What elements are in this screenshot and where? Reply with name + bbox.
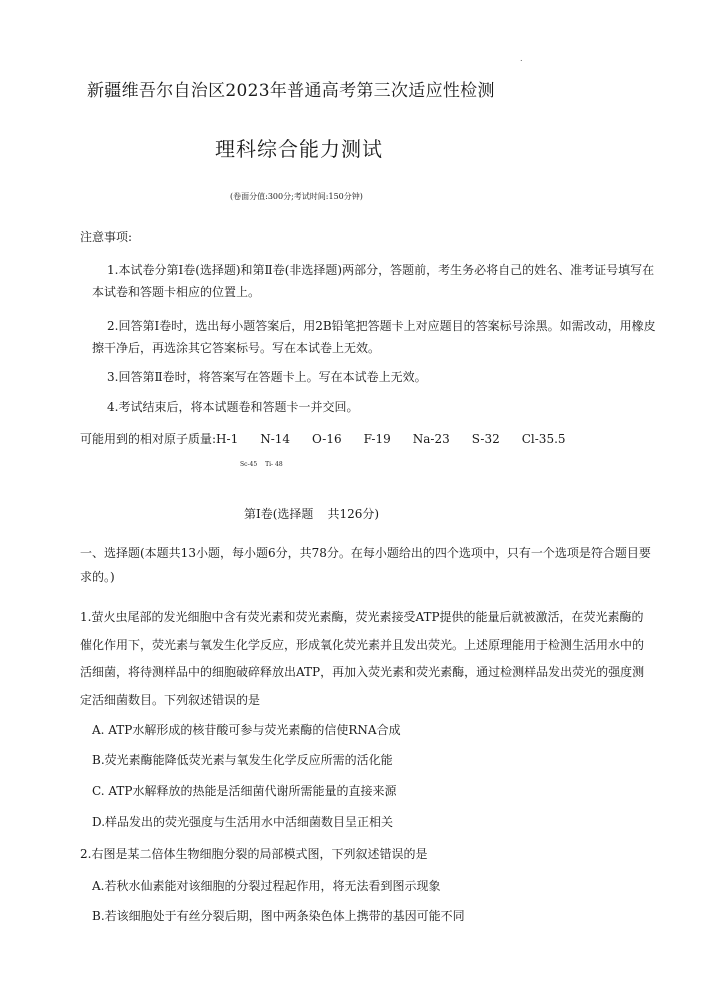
- corner-dot: .: [520, 54, 523, 63]
- notice-item-4: 4.考试结束后，将本试题卷和答题卡一并交回。: [107, 400, 359, 414]
- atomic-masses: [80, 430, 588, 447]
- atomic-mass-item-small: Sc-45: [240, 461, 258, 468]
- notice-item-3: 3.回答第Ⅱ卷时，将答案写在答题卡上。写在本试卷上无效。: [107, 370, 427, 384]
- question-1-option-d: D.样品发出的荧光强度与生活用水中活细菌数目呈正相关: [92, 815, 394, 829]
- question-2-option-a: A.若秋水仙素能对该细胞的分裂过程起作用，将无法看到图示现象: [92, 879, 441, 893]
- notice-item-1: 1.本试卷分第Ⅰ卷(选择题)和第Ⅱ卷(非选择题)两部分，答题前，考生务必将自己的姓名、准考证号填写在本试卷和答题卡相应的位置上。: [92, 263, 655, 299]
- atomic-masses-small: [240, 461, 291, 468]
- notice-heading: 注意事项:: [80, 230, 133, 244]
- question-1-option-a: A. ATP水解形成的核苷酸可参与荧光素酶的信使RNA合成: [92, 723, 401, 737]
- question-2-option-b: B.若该细胞处于有丝分裂后期，图中两条染色体上携带的基因可能不同: [92, 909, 465, 923]
- atomic-mass-item-small: Ti- 48: [265, 461, 283, 468]
- atomic-mass-item: S-32: [471, 432, 500, 446]
- atomic-mass-item: Cl-35.5: [521, 432, 566, 446]
- section-title-a: 第Ⅰ卷(选择题: [244, 507, 314, 521]
- exam-meta: (卷面分值:300分;考试时间:150分钟): [230, 192, 363, 201]
- section-title-b: 共126分): [327, 507, 380, 521]
- atomic-mass-item: N-14: [260, 432, 291, 446]
- atomic-mass-item: H-1: [216, 432, 239, 446]
- atomic-mass-item: F-19: [363, 432, 391, 446]
- notice-item-2: 2.回答第Ⅰ卷时，选出每小题答案后，用2B铅笔把答题卡上对应题目的答案标号涂黑。如需改动，用橡皮擦干净后，再选涂其它答案标号。写在本试卷上无效。: [92, 319, 656, 355]
- atomic-masses-label: 可能用到的相对原子质量:: [80, 432, 217, 446]
- section-title: [244, 505, 379, 522]
- atomic-mass-item: O-16: [312, 432, 342, 446]
- question-1-stem: 1.萤火虫尾部的发光细胞中含有荧光素和荧光素酶，荧光素接受ATP提供的能量后就被激活，在荧光素酶的催化作用下，荧光素与氧发生化学反应，形成氧化荧光素并且发出荧光。上述原理能用于检测生活用水中的活细菌，将待测样品中的细胞破碎释放出ATP，再加入荧光素和荧光素酶，通过检测样品发出荧光的强度测定活细菌数目。下列叙述错误的是: [80, 610, 645, 707]
- question-2-stem: 2.右图是某二倍体生物细胞分裂的局部模式图，下列叙述错误的是: [80, 847, 428, 861]
- question-1-option-b: B.荧光素酶能降低荧光素与氧发生化学反应所需的活化能: [92, 753, 393, 767]
- part1-intro: 一、选择题(本题共13小题，每小题6分，共78分。在每小题给出的四个选项中，只有一个选项是符合题目要求的。): [80, 546, 651, 584]
- exam-title: 新疆维吾尔自治区2023年普通高考第三次适应性检测: [87, 81, 495, 101]
- question-1-option-c: C. ATP水解释放的热能是活细菌代谢所需能量的直接来源: [92, 784, 397, 798]
- atomic-mass-item: Na-23: [412, 432, 450, 446]
- subject-title: 理科综合能力测试: [215, 137, 383, 161]
